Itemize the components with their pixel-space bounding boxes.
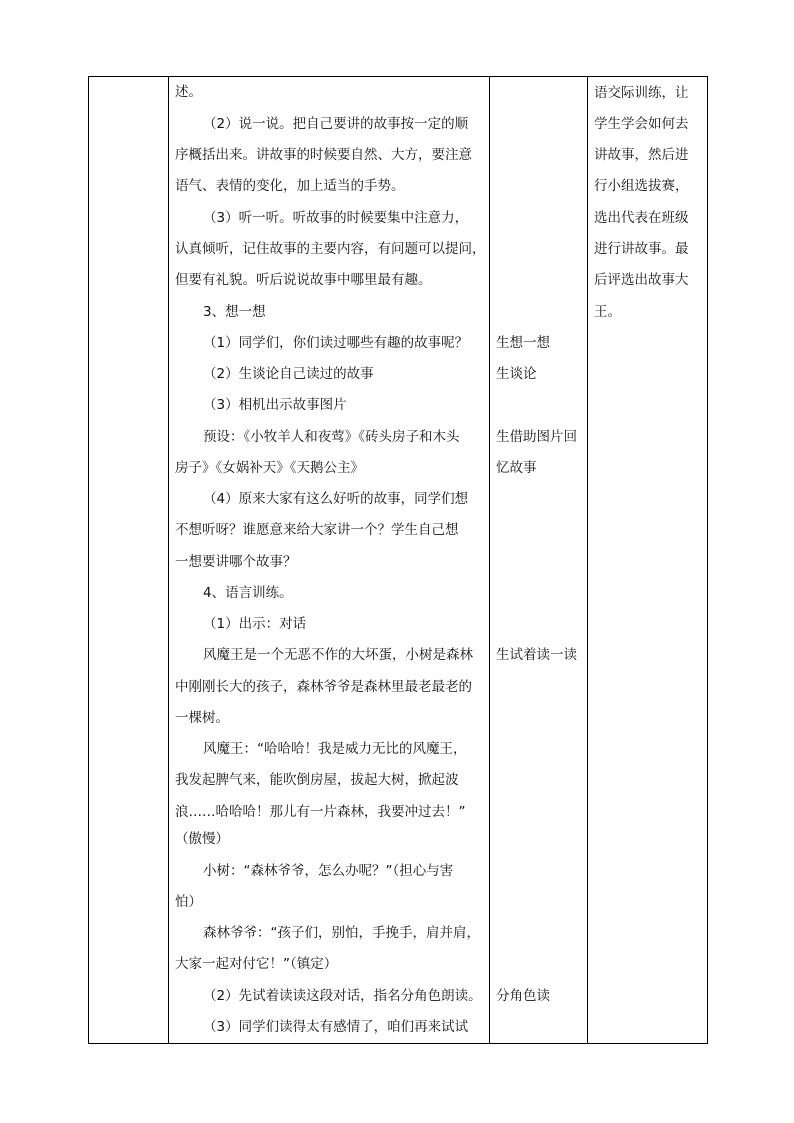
section-cell <box>89 77 169 1044</box>
process-line: 中刚刚长大的孩子，森林爷爷是森林里最老最老的 <box>175 679 472 695</box>
process-line: （2）先试着读读这段对话，指名分角色朗读。 <box>203 988 482 1004</box>
process-line: （1）同学们，你们读过哪些有趣的故事呢？ <box>203 335 469 351</box>
process-line: （2）说一说。把自己要讲的故事按一定的顺 <box>203 116 469 132</box>
table-row <box>89 77 708 1044</box>
process-line: 述。 <box>175 84 202 100</box>
teaching-process-cell <box>169 77 490 1044</box>
lesson-plan-table <box>88 76 708 1044</box>
process-line: （4）原来大家有这么好听的故事，同学们想 <box>203 491 469 507</box>
process-line: 森林爷爷：“孩子们，别怕，手挽手，肩并肩， <box>203 925 480 941</box>
process-line: 语气、表情的变化，加上适当的手势。 <box>175 178 405 194</box>
process-line: 不想听呀？谁愿意来给大家讲一个？学生自己想 <box>175 522 459 538</box>
student-line: 生试着读一读 <box>496 647 577 663</box>
process-line: （傲慢） <box>175 831 229 847</box>
intent-line: 语交际训练，让 <box>594 85 689 101</box>
student-activity-cell <box>490 77 588 1044</box>
process-line: 认真倾听，记住故事的主要内容，有问题可以提问， <box>175 241 486 257</box>
student-line: 生谈论 <box>496 366 537 382</box>
process-line: 房子》《女娲补天》《天鹅公主》 <box>175 460 364 476</box>
process-line: （3）同学们读得太有感情了，咱们再来试试 <box>203 1019 469 1035</box>
process-line: 但要有礼貌。听后说说故事中哪里最有趣。 <box>175 272 432 288</box>
student-line: 忆故事 <box>496 460 537 476</box>
design-intent-cell <box>588 77 708 1044</box>
process-line: 一棵树。 <box>175 710 229 726</box>
process-line: 我发起脾气来，能吹倒房屋，拔起大树，掀起波 <box>175 772 459 788</box>
process-line: 4、语言训练。 <box>203 585 293 601</box>
process-line: 风魔王是一个无恶不作的大坏蛋，小树是森林 <box>203 647 473 663</box>
process-line: 大家一起对付它！”（镇定） <box>175 956 338 972</box>
process-line: 预设：《小牧羊人和夜莺》《砖头房子和木头 <box>203 429 460 445</box>
student-line: 分角色读 <box>496 988 550 1004</box>
intent-line: 讲故事，然后进 <box>594 147 689 163</box>
process-line: 怕） <box>175 894 202 910</box>
process-line: 一想要讲哪个故事？ <box>175 554 297 570</box>
intent-line: 后评选出故事大 <box>594 272 689 288</box>
process-line: 风魔王：“哈哈哈！我是威力无比的风魔王， <box>203 741 467 757</box>
student-line: 生想一想 <box>496 335 550 351</box>
process-line: 序概括出来。讲故事的时候要自然、大方，要注意 <box>175 147 472 163</box>
intent-line: 进行讲故事。最 <box>594 241 689 257</box>
process-line: （2）生谈论自己读过的故事 <box>203 366 374 382</box>
intent-line: 行小组选拔赛， <box>594 178 689 194</box>
process-line: 3、想一想 <box>203 304 266 320</box>
intent-line: 王。 <box>594 304 621 320</box>
student-line: 生借助图片回 <box>496 429 577 445</box>
process-line: （1）出示：对话 <box>203 616 307 632</box>
process-line: （3）听一听。听故事的时候要集中注意力， <box>203 210 469 226</box>
intent-line: 选出代表在班级 <box>594 210 689 226</box>
process-line: 小树：“森林爷爷，怎么办呢？”（担心与害 <box>203 863 454 879</box>
process-line: 浪……哈哈哈！那儿有一片森林，我要冲过去！” <box>175 804 466 820</box>
process-line: （3）相机出示故事图片 <box>203 397 347 413</box>
intent-line: 学生学会如何去 <box>594 116 689 132</box>
